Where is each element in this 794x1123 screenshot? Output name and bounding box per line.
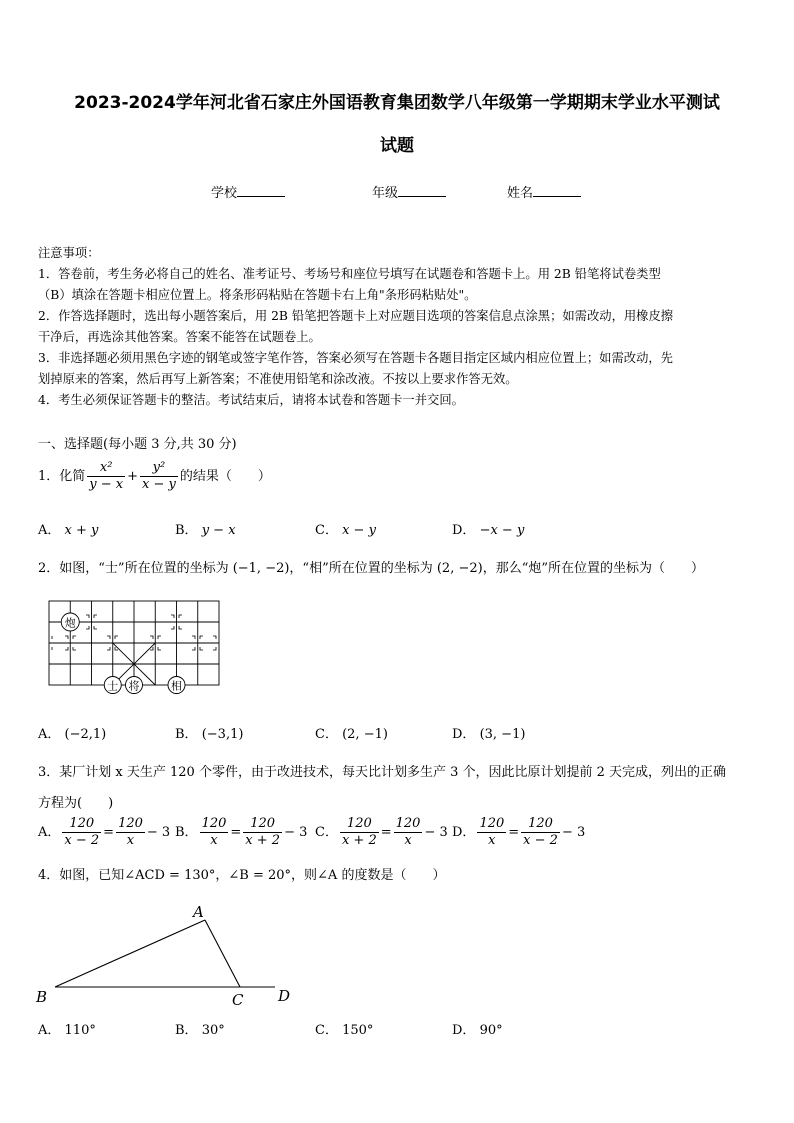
svg-text:将: 将 [128,679,140,693]
label-a: A [193,903,204,921]
grade-blank[interactable] [398,184,446,197]
svg-text:相: 相 [171,679,182,693]
q1-option-c[interactable]: C． x − y [315,523,376,538]
q3-option-c[interactable]: C． $\frac{120}{x + 2}$ = $\frac{120}{x}$ − 3 [315,816,448,848]
side-ac [205,920,240,987]
triangle-figure [30,898,310,1010]
section-heading: 一、选择题(每小题 3 分,共 30 分) [38,437,237,452]
piece-pao [61,613,79,631]
q3-option-a[interactable]: A． $\frac{120}{x - 2}$ = $\frac{120}{x}$ − 3 [38,816,171,848]
title-line-2: 试题 [380,136,414,156]
grade-field[interactable] [372,182,446,201]
note-line: 4．考生必须保证答题卡的整洁。考试结束后，请将本试卷和答题卡一并交回。 [38,393,464,407]
q1-fraction-2: $\frac{\text{y²}}{x - y}$ [142,460,176,492]
q1-prefix: 1．化简 [38,469,86,484]
notes [38,243,760,411]
piece-jiang [126,677,143,694]
note-line: 2．作答选择题时，选出每小题答案后，用 2B 铅笔把答题卡上对应题目选项的答案信息点涂黑；如需改动，用橡皮擦 [38,309,674,323]
question-4: 4．如图，已知∠ACD = 130°，∠B = 20°，则∠A 的度数是（ ） [38,868,446,883]
name-label: 姓名 [507,186,534,201]
school-field[interactable] [211,182,285,201]
note-line: 划掉原来的答案，然后再写上新答案；不准使用铅笔和涂改液。不按以上要求作答无效。 [38,372,518,386]
q1-fraction-1: $\frac{\text{x²}}{y - x}$ [89,460,124,492]
question-3-line-1: 3．某厂计划 x 天生产 120 个零件，由于改进技术，每天比计划多生产 3 个，因此比原计划提前 2 天完成，列出的正确 [38,765,727,780]
q1-option-d[interactable]: D． −x − y [452,523,525,538]
q2-option-d[interactable]: D． (3, −1) [452,727,526,742]
grade-label: 年级 [372,186,399,201]
q1-option-a[interactable]: A． x + y [38,523,99,538]
piece-xiang [168,677,185,694]
q3-option-d[interactable]: D． $\frac{120}{x}$ = $\frac{120}{x - 2}$ − 3 [452,816,586,848]
q2-option-c[interactable]: C． (2, −1) [315,727,388,742]
q2-option-b[interactable]: B． (−3,1) [175,727,244,742]
note-line: 3．非选择题必须用黑色字迹的钢笔或签字笔作答，答案必须写在答题卡各题目指定区域内相应位置上；如需改动，先 [38,351,673,365]
notes-heading: 注意事项： [38,246,100,260]
school-label: 学校 [211,186,238,201]
question-3-line-2: 方程为( ) [38,796,114,811]
svg-text:炮: 炮 [64,616,76,630]
title-line-1: 2023-2024学年河北省石家庄外国语教育集团数学八年级第一学期期末学业水平测试 [74,93,720,113]
q4-option-c[interactable]: C． 150° [315,1023,374,1038]
question-2: 2．如图，“士”所在位置的坐标为 (−1, −2)，“相”所在位置的坐标为 (2, −2)，那么“炮”所在位置的坐标为（ ） [38,561,704,576]
name-blank[interactable] [533,184,581,197]
q1-plus: + [127,469,139,484]
side-ab [55,920,205,987]
q4-option-d[interactable]: D． 90° [452,1023,503,1038]
svg-text:士: 士 [107,679,119,693]
q2-option-a[interactable]: A． (−2,1) [38,727,107,742]
q4-option-a[interactable]: A． 110° [38,1023,96,1038]
label-c: C [232,991,244,1009]
question-1 [38,460,271,493]
label-d: D [278,987,291,1005]
q1-suffix: 的结果（ ） [179,469,271,484]
chess-board-figure [45,598,225,694]
school-blank[interactable] [237,184,285,197]
name-field[interactable] [507,182,581,201]
label-b: B [36,988,48,1006]
q1-option-b[interactable]: B． y − x [175,523,236,538]
q4-option-b[interactable]: B． 30° [175,1023,225,1038]
piece-shi [104,677,121,694]
note-line: （B）填涂在答题卡相应位置上。将条形码粘贴在答题卡右上角"条形码粘贴处"。 [38,288,477,302]
note-line: 1．答卷前，考生务必将自己的姓名、准考证号、考场号和座位号填写在试题卷和答题卡上。用 2B 铅笔将试卷类型 [38,267,661,281]
note-line: 干净后，再选涂其他答案。答案不能答在试题卷上。 [38,330,321,344]
q3-option-b[interactable]: B． $\frac{120}{x}$ = $\frac{120}{x + 2}$ − 3 [175,816,308,848]
